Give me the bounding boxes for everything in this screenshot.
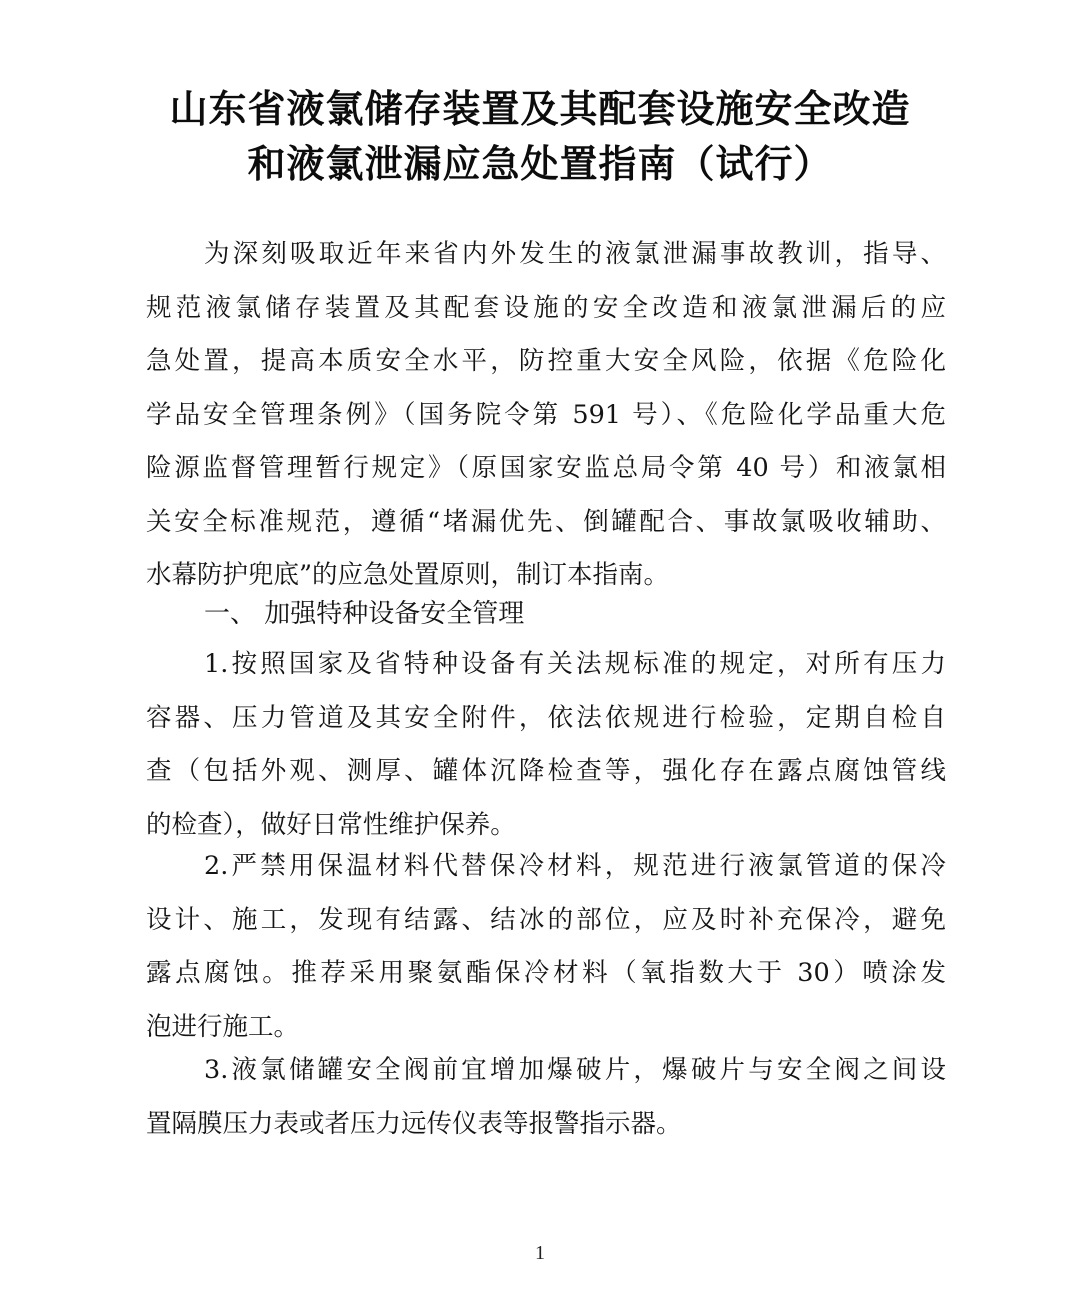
item-1-line: 容器、压力管道及其安全附件，依法依规进行检验，定期自检自 (146, 702, 946, 733)
intro-line: 为深刻吸取近年来省内外发生的液氯泄漏事故教训，指导、 (204, 239, 946, 269)
item-1-paragraph (146, 638, 946, 852)
intro-line: 险源监督管理暂行规定》（原国家安监总局令第 40 号）和液氯相 (146, 453, 946, 483)
document-title-line-2: 和液氯泄漏应急处置指南（试行） (247, 141, 833, 186)
intro-line: 学品安全管理条例》（国务院令第 591 号）、《危险化学品重大危 (146, 399, 946, 430)
page-number: 1 (535, 1242, 545, 1264)
item-1-line: 的检查），做好日常性维护保养。 (146, 809, 516, 840)
intro-line: 急处置，提高本质安全水平，防控重大安全风险，依据《危险化 (146, 346, 946, 376)
item-1-line: 查（包括外观、测厚、罐体沉降检查等，强化存在露点腐蚀管线 (146, 756, 946, 786)
item-2-line: 2.严禁用保温材料代替保冷材料，规范进行液氯管道的保冷 (204, 851, 946, 881)
intro-line: 水幕防护兜底”的应急处置原则，制订本指南。 (146, 560, 670, 590)
document-title-line-1: 山东省液氯储存装置及其配套设施安全改造 (169, 86, 911, 131)
intro-paragraph (146, 228, 946, 603)
item-2-line: 设计、施工，发现有结露、结冰的部位，应及时补充保冷，避免 (146, 904, 946, 935)
item-3-line: 3.液氯储罐安全阀前宜增加爆破片，爆破片与安全阀之间设 (204, 1055, 946, 1085)
item-2-line: 露点腐蚀。推荐采用聚氨酯保冷材料（氧指数大于 30）喷涂发 (146, 958, 946, 988)
item-1-line: 1.按照国家及省特种设备有关法规标准的规定，对所有压力 (204, 649, 946, 679)
item-2-line: 泡进行施工。 (146, 1011, 300, 1042)
section-heading: 一、 加强特种设备安全管理 (204, 599, 525, 629)
item-3-paragraph (146, 1044, 946, 1151)
intro-line: 关安全标准规范，遵循“堵漏优先、倒罐配合、事故氯吸收辅助、 (146, 506, 946, 537)
intro-line: 规范液氯储存装置及其配套设施的安全改造和液氯泄漏后的应 (146, 292, 946, 323)
item-3-line: 置隔膜压力表或者压力远传仪表等报警指示器。 (146, 1108, 682, 1139)
item-2-paragraph (146, 840, 946, 1054)
